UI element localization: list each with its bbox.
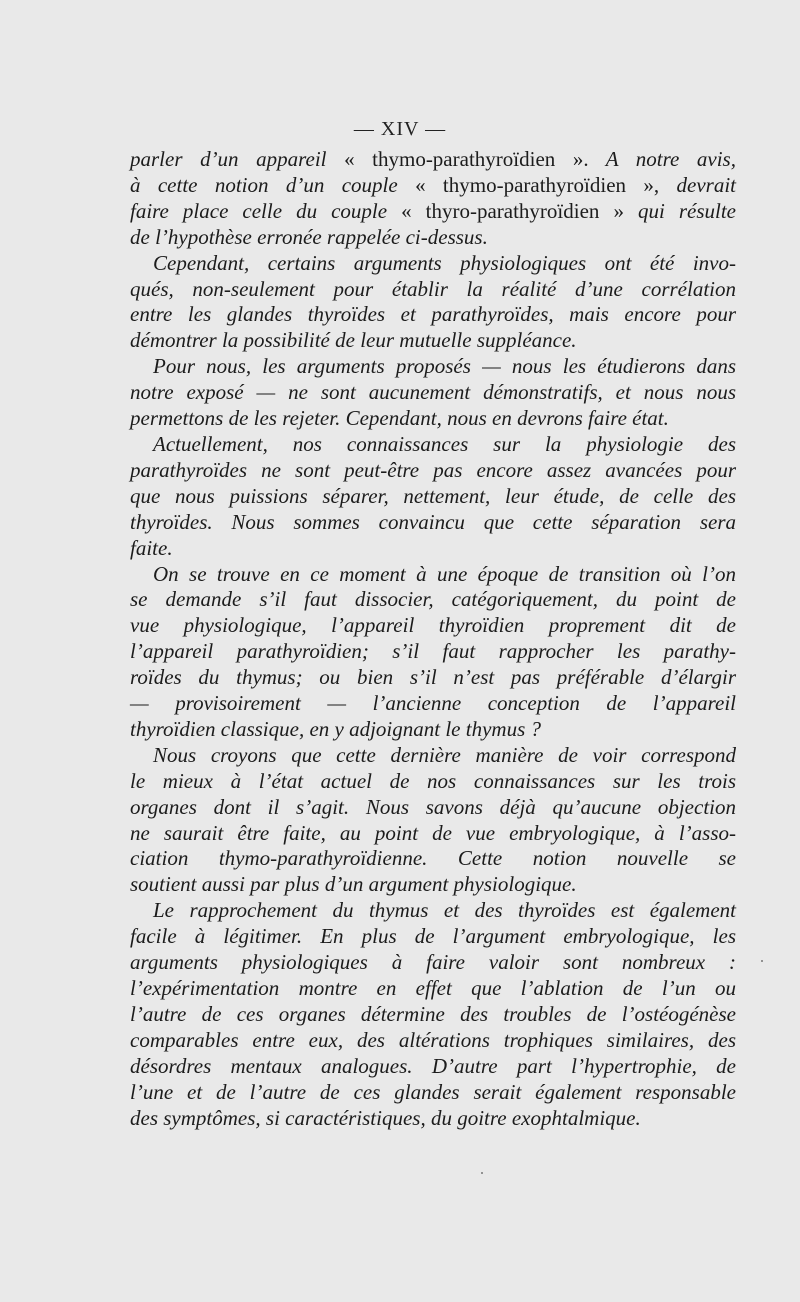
text-line — [130, 225, 736, 251]
scan-speck — [761, 960, 763, 962]
text-run: de l’hypothèse erronée rappelée ci-dessus. — [130, 224, 488, 249]
text-run: Actuellement, nos connaissances sur la physiologie des — [153, 431, 736, 456]
scan-speck — [481, 1172, 483, 1174]
text-run: qués, non-seulement pour établir la réalité d’une corrélation — [130, 276, 736, 301]
page-number: — XIV — — [353, 118, 447, 140]
text-line — [130, 665, 736, 691]
text-line — [130, 1054, 736, 1080]
text-run: roïdes du thymus; ou bien s’il n’est pas préférable d’élargir — [130, 665, 736, 690]
text-line — [130, 795, 736, 821]
text-line — [130, 380, 736, 406]
text-line — [130, 1080, 736, 1106]
text-run: — provisoirement — l’ancienne conception de l’appareil — [130, 691, 736, 716]
text-run: se demande s’il faut dissocier, catégoriquement, du point de — [130, 587, 736, 612]
text-line — [130, 328, 736, 354]
text-run: l’autre de ces organes détermine des troubles de l’ostéogénèse — [130, 1001, 736, 1026]
text-run: « thyro-parathyroïdien » — [401, 198, 624, 223]
text-run: ciation thymo-parathyroïdienne. Cette notion nouvelle se — [130, 846, 736, 871]
text-line — [130, 458, 736, 484]
text-line — [130, 976, 736, 1002]
text-line — [130, 562, 736, 588]
text-run: désordres mentaux analogues. D’autre part l’hypertrophie, de — [130, 1053, 736, 1078]
text-run: « thymo-parathyroïdien ». — [344, 147, 589, 171]
text-line — [130, 587, 736, 613]
text-run: On se trouve en ce moment à une époque de transition où l’on — [153, 561, 736, 586]
text-line — [130, 536, 736, 562]
text-run: démontrer la possibilité de leur mutuelle suppléance. — [130, 328, 577, 353]
text-run: l’appareil parathyroïdien; s’il faut rapprocher les parathy- — [130, 639, 736, 664]
text-run: parler d’un appareil — [130, 147, 345, 171]
text-run: thyroïdien classique, en y adjoignant le thymus ? — [130, 716, 541, 741]
text-line — [130, 639, 736, 665]
text-line — [130, 199, 736, 225]
text-line — [130, 1002, 736, 1028]
text-run: thyroïdes. Nous sommes convaincu que cette séparation sera — [130, 509, 736, 534]
text-run: Pour nous, les arguments proposés — nous les étudierons dans — [153, 354, 736, 379]
body-text — [130, 147, 736, 1131]
text-line — [130, 484, 736, 510]
text-run: arguments physiologiques à faire valoir sont nombreux : — [130, 950, 736, 975]
text-line — [130, 769, 736, 795]
text-line — [130, 406, 736, 432]
text-run: le mieux à l’état actuel de nos connaissances sur les trois — [130, 768, 736, 793]
text-run: vue physiologique, l’appareil thyroïdien proprement dit de — [130, 613, 736, 638]
text-run: Cependant, certains arguments physiologiques ont été invo- — [153, 250, 736, 275]
text-run: devrait — [659, 172, 736, 197]
text-run: « thymo-parathyroïdien », — [415, 172, 660, 197]
text-line — [130, 147, 736, 173]
text-run: soutient aussi par plus d’un argument physiologique. — [130, 872, 577, 897]
text-line — [130, 302, 736, 328]
text-line — [130, 251, 736, 277]
text-line — [130, 898, 736, 924]
text-run: qui résulte — [623, 198, 736, 223]
text-run: faite. — [130, 535, 173, 560]
text-line — [130, 846, 736, 872]
text-run: comparables entre eux, des altérations trophiques similaires, des — [130, 1027, 736, 1052]
text-line — [130, 613, 736, 639]
text-run: Nous croyons que cette dernière manière de voir correspond — [153, 742, 736, 767]
text-line — [130, 1106, 736, 1132]
text-run: organes dont il s’agit. Nous savons déjà qu’aucune objection — [130, 794, 736, 819]
text-run: des symptômes, si caractéristiques, du goitre exophtalmique. — [130, 1105, 641, 1130]
text-run: l’une et de l’autre de ces glandes serait également responsable — [130, 1079, 736, 1104]
text-line — [130, 691, 736, 717]
text-run: A notre avis, — [588, 147, 736, 171]
text-line — [130, 950, 736, 976]
text-run: à cette notion d’un couple — [130, 172, 416, 197]
text-run: entre les glandes thyroïdes et parathyroïdes, mais encore pour — [130, 302, 736, 327]
text-run: notre exposé — ne sont aucunement démonstratifs, et nous nous — [130, 380, 736, 405]
text-run: parathyroïdes ne sont peut-être pas encore assez avancées pour — [130, 457, 736, 482]
text-line — [130, 277, 736, 303]
text-line — [130, 924, 736, 950]
text-line — [130, 743, 736, 769]
text-run: Le rapprochement du thymus et des thyroïdes est également — [153, 898, 736, 923]
text-line — [130, 717, 736, 743]
text-run: facile à légitimer. En plus de l’argument embryologique, les — [130, 924, 736, 949]
text-run: permettons de les rejeter. Cependant, nous en devrons faire état. — [130, 406, 669, 431]
text-run: faire place celle du couple — [130, 198, 402, 223]
text-run: l’expérimentation montre en effet que l’ablation de l’un ou — [130, 976, 736, 1000]
text-run: ne saurait être faite, au point de vue embryologique, à l’asso- — [130, 820, 736, 845]
text-line — [130, 173, 736, 199]
text-line — [130, 872, 736, 898]
text-line — [130, 354, 736, 380]
text-line — [130, 432, 736, 458]
text-line — [130, 510, 736, 536]
text-run: que nous puissions séparer, nettement, leur étude, de celle des — [130, 483, 736, 508]
text-line — [130, 1028, 736, 1054]
text-line — [130, 821, 736, 847]
